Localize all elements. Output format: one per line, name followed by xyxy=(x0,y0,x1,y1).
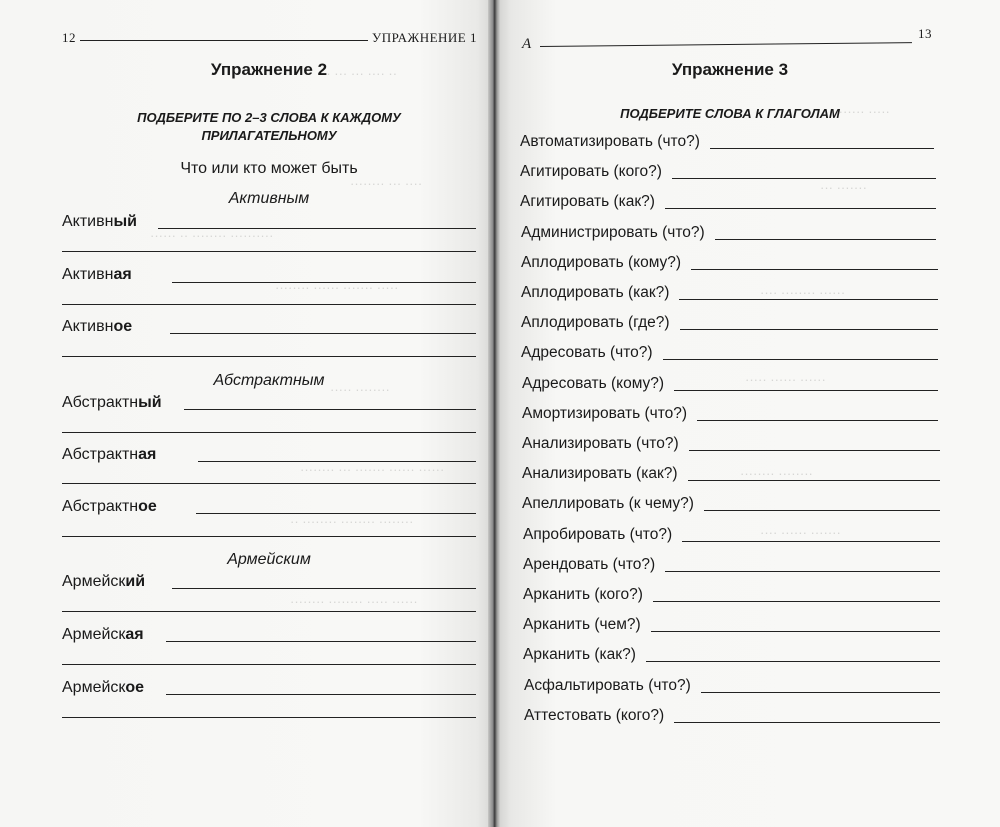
verb-prompt: Агитировать (кого?) xyxy=(520,163,662,180)
answer-line[interactable] xyxy=(653,601,940,602)
adjective-word: Абстрактная xyxy=(62,446,157,463)
answer-line[interactable] xyxy=(688,480,940,481)
left-running-head: УПРАЖНЕНИЕ 1 xyxy=(372,30,477,45)
answer-line[interactable] xyxy=(62,664,476,665)
adjective-word: Активное xyxy=(62,318,133,335)
right-page-number: 13 xyxy=(918,26,932,41)
answer-line[interactable] xyxy=(198,461,476,462)
answer-line[interactable] xyxy=(166,694,476,695)
exercise-2-subtitle: Что или кто может быть xyxy=(180,160,358,177)
left-page-number: 12 xyxy=(62,30,76,45)
answer-line[interactable] xyxy=(62,251,476,252)
right-running-head-letter: А xyxy=(522,36,532,52)
verb-prompt: Адресовать (что?) xyxy=(521,344,653,361)
group-heading-abstraktnym: Абстрактным xyxy=(213,372,325,389)
answer-line[interactable] xyxy=(651,631,940,632)
answer-line[interactable] xyxy=(184,409,476,410)
exercise-2-instruction-line1: ПОДБЕРИТЕ ПО 2–3 СЛОВА К КАЖДОМУ xyxy=(137,110,401,125)
left-running-head-rule xyxy=(80,40,368,41)
answer-line[interactable] xyxy=(674,722,940,723)
adjective-word: Армейское xyxy=(62,679,145,696)
verb-prompt: Апробировать (что?) xyxy=(523,526,673,543)
adjective-word: Активный xyxy=(62,213,137,230)
verb-prompt: Асфальтировать (что?) xyxy=(524,677,691,694)
book-spine xyxy=(488,0,500,827)
verb-prompt: Арканить (как?) xyxy=(523,646,636,663)
verb-prompt: Аплодировать (как?) xyxy=(521,284,670,301)
group-heading-aktivnym: Активным xyxy=(228,190,310,207)
verb-prompt: Аплодировать (кому?) xyxy=(521,254,682,271)
answer-line[interactable] xyxy=(689,450,940,451)
answer-line[interactable] xyxy=(680,329,938,330)
answer-line[interactable] xyxy=(704,510,940,511)
answer-line[interactable] xyxy=(672,178,936,179)
adjective-word: Активная xyxy=(62,266,132,283)
answer-line[interactable] xyxy=(62,536,476,537)
answer-line[interactable] xyxy=(710,148,934,149)
exercise-3-instruction: ПОДБЕРИТЕ СЛОВА К ГЛАГОЛАМ xyxy=(620,106,840,121)
verb-prompt: Арканить (кого?) xyxy=(523,586,643,603)
verb-prompt: Администрировать (что?) xyxy=(521,224,705,241)
answer-line[interactable] xyxy=(166,641,476,642)
answer-line[interactable] xyxy=(170,333,476,334)
answer-line[interactable] xyxy=(158,228,476,229)
answer-line[interactable] xyxy=(715,239,936,240)
verb-prompt: Адресовать (кому?) xyxy=(522,375,665,392)
verb-prompt: Арканить (чем?) xyxy=(523,616,641,633)
answer-line[interactable] xyxy=(62,304,476,305)
verb-prompt: Анализировать (как?) xyxy=(522,465,678,482)
exercise-2-title: Упражнение 2 xyxy=(210,60,328,79)
answer-line[interactable] xyxy=(679,299,938,300)
answer-line[interactable] xyxy=(62,356,476,357)
adjective-word: Армейский xyxy=(62,573,146,590)
answer-line[interactable] xyxy=(62,611,476,612)
adjective-word: Абстрактное xyxy=(62,498,157,515)
verb-prompt: Анализировать (что?) xyxy=(522,435,679,452)
answer-line[interactable] xyxy=(691,269,938,270)
exercise-2-instruction-line2: ПРИЛАГАТЕЛЬНОМУ xyxy=(201,128,337,143)
answer-line[interactable] xyxy=(701,692,940,693)
answer-line[interactable] xyxy=(62,717,476,718)
verb-prompt: Аттестовать (кого?) xyxy=(524,707,665,724)
answer-line[interactable] xyxy=(697,420,938,421)
verb-prompt: Аплодировать (где?) xyxy=(521,314,670,331)
answer-line[interactable] xyxy=(62,432,476,433)
answer-line[interactable] xyxy=(646,661,940,662)
verb-prompt: Амортизировать (что?) xyxy=(522,405,688,422)
verb-prompt: Апеллировать (к чему?) xyxy=(522,495,694,512)
answer-line[interactable] xyxy=(196,513,476,514)
answer-line[interactable] xyxy=(674,390,938,391)
answer-line[interactable] xyxy=(663,359,938,360)
verb-prompt: Агитировать (как?) xyxy=(520,193,655,210)
answer-line[interactable] xyxy=(62,483,476,484)
verb-prompt: Автоматизировать (что?) xyxy=(520,133,700,150)
answer-line[interactable] xyxy=(172,588,476,589)
answer-line[interactable] xyxy=(665,571,940,572)
adjective-word: Абстрактный xyxy=(62,394,162,411)
answer-line[interactable] xyxy=(665,208,936,209)
adjective-word: Армейская xyxy=(62,626,144,643)
exercise-3-title: Упражнение 3 xyxy=(671,60,789,79)
answer-line[interactable] xyxy=(682,541,940,542)
answer-line[interactable] xyxy=(172,282,476,283)
verb-prompt: Арендовать (что?) xyxy=(523,556,656,573)
group-heading-armeyskim: Армейским xyxy=(227,551,311,568)
